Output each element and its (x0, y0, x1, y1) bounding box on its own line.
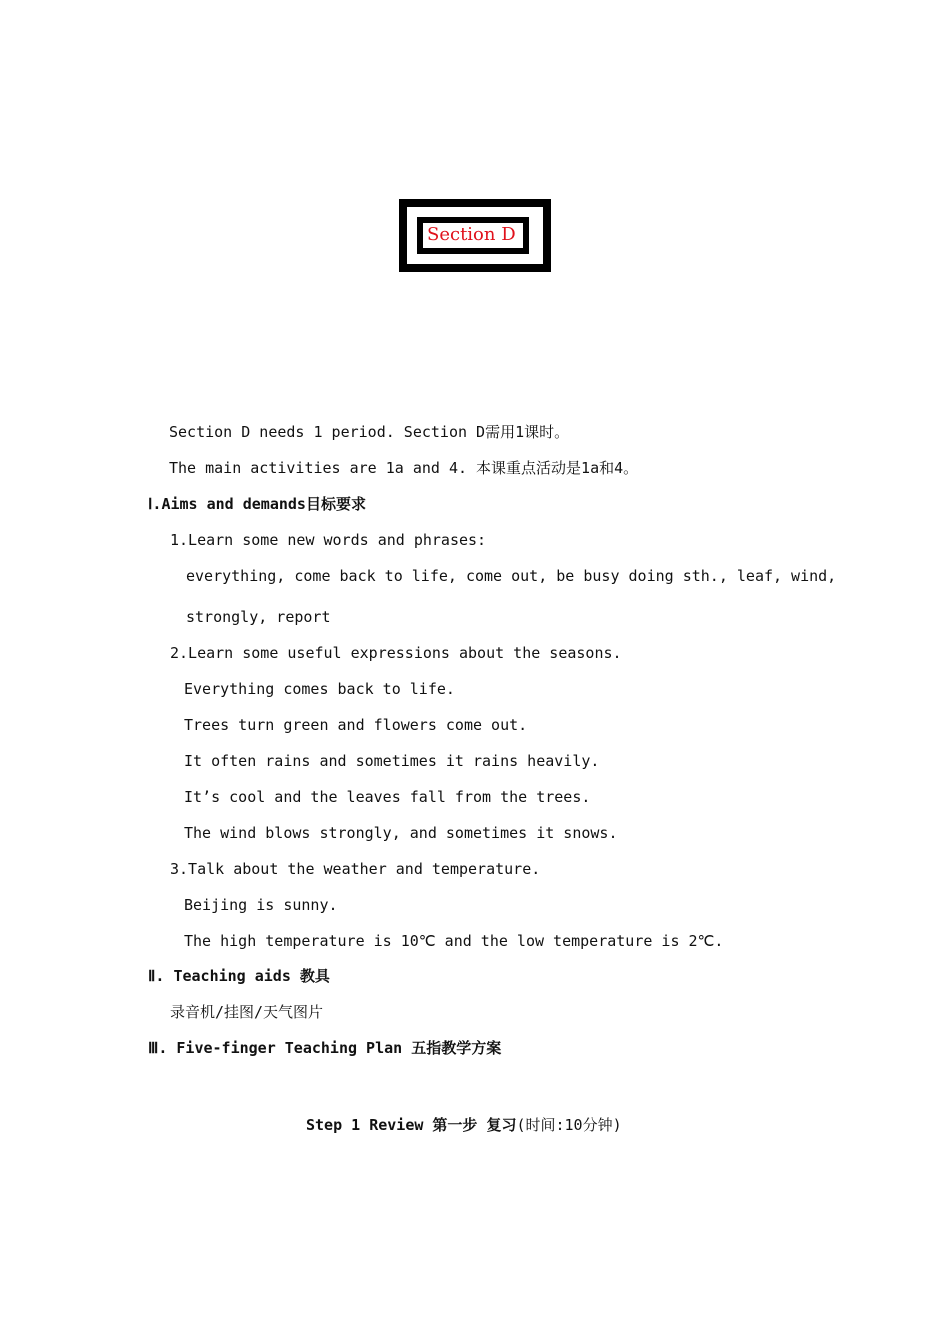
aims-item3-expression: Beijing is sunny. (184, 896, 338, 914)
intro-period: Section D needs 1 period. Section D需用1课时。 (169, 423, 570, 441)
aims-item2-label: 2.Learn some useful expressions about the seasons. (170, 644, 622, 662)
aims-item3-label: 3.Talk about the weather and temperature. (170, 860, 541, 878)
plan-heading: Ⅲ. Five-finger Teaching Plan 五指教学方案 (148, 1039, 502, 1057)
aims-item1-words-line1: everything, come back to life, come out, be busy doing sth., leaf, wind, (186, 567, 837, 585)
title-box (399, 199, 551, 272)
step1-title: Step 1 Review 第一步 复习 (306, 1116, 517, 1134)
aims-item2-expression: Trees turn green and flowers come out. (184, 716, 528, 734)
aids-content: 录音机/挂图/天气图片 (170, 1003, 324, 1021)
aims-item3-expression: The high temperature is 10℃ and the low temperature is 2℃. (184, 932, 724, 950)
aids-heading: Ⅱ. Teaching aids 教具 (148, 967, 330, 985)
aims-heading: Ⅰ.Aims and demands目标要求 (148, 495, 366, 513)
step1-heading (306, 1115, 622, 1135)
aims-item2-expression: Everything comes back to life. (184, 680, 455, 698)
document-title: Section D (427, 224, 516, 245)
aims-item2-expression: The wind blows strongly, and sometimes it snows. (184, 824, 618, 842)
title-inner-box (417, 217, 529, 254)
intro-activities: The main activities are 1a and 4. 本课重点活动是1a和4。 (169, 459, 639, 477)
aims-item1-words-line2: strongly, report (186, 608, 331, 626)
step1-duration: (时间:10分钟) (516, 1116, 622, 1134)
aims-item2-expression: It often rains and sometimes it rains heavily. (184, 752, 600, 770)
aims-item2-expression: It’s cool and the leaves fall from the trees. (184, 788, 591, 806)
aims-item1-label: 1.Learn some new words and phrases: (170, 531, 487, 549)
